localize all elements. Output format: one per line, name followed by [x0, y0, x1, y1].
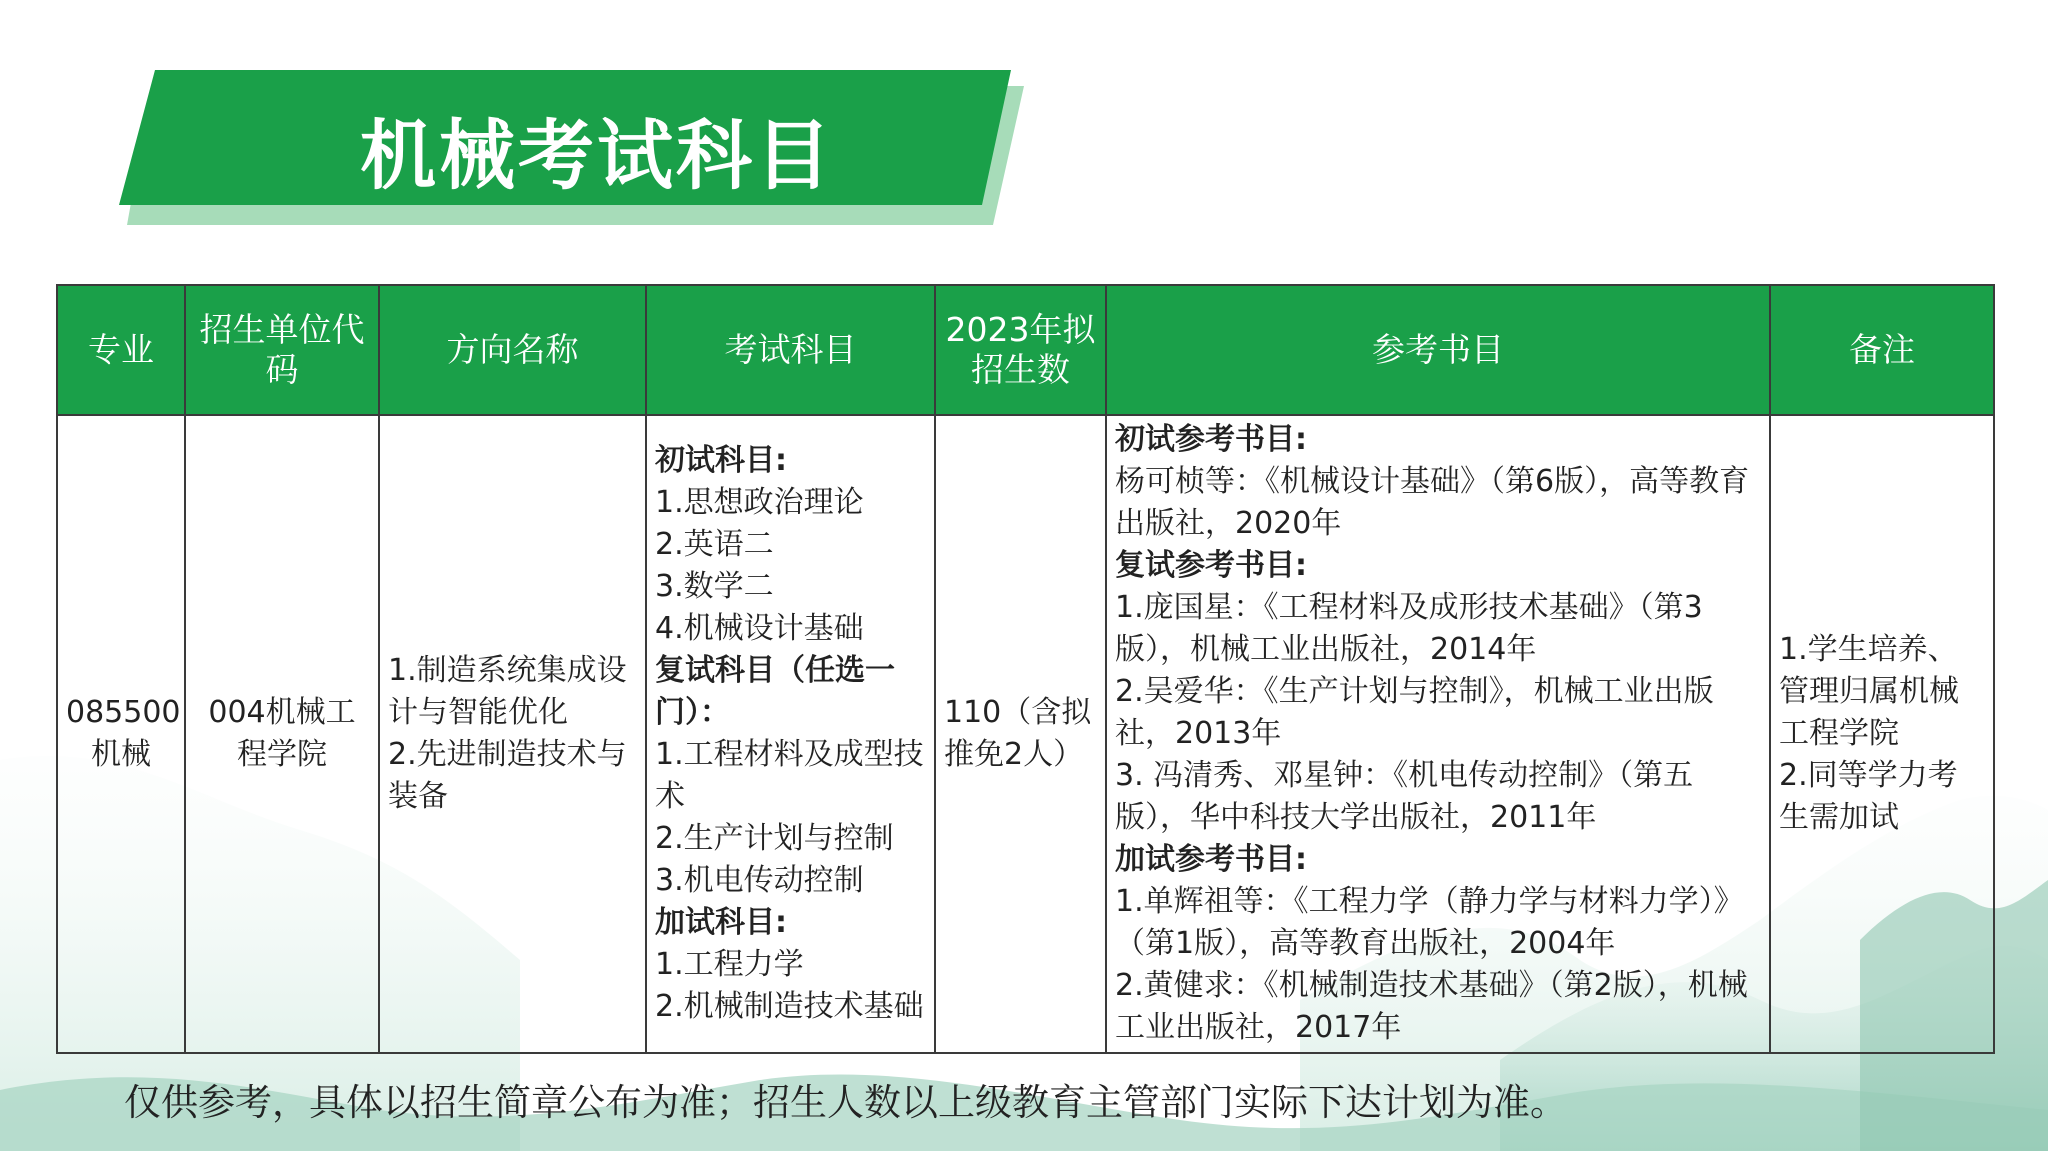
reference-item: 1.庞国星：《工程材料及成形技术基础》（第3版），机械工业出版社，2014年 — [1115, 590, 1703, 667]
header-unit-code: 招生单位代码 — [185, 285, 379, 415]
cell-notes — [1770, 415, 1994, 1053]
reference-item: 杨可桢等：《机械设计基础》（第6版），高等教育出版社，2020年 — [1115, 464, 1750, 541]
subject-item: 1.工程材料及成型技术 — [655, 737, 924, 814]
retest-references-heading: 复试参考书目: — [1115, 548, 1307, 583]
reference-item: 2.吴爱华：《生产计划与控制》，机械工业出版社，2013年 — [1115, 674, 1714, 751]
subject-item: 3.数学二 — [655, 569, 774, 604]
header-direction: 方向名称 — [379, 285, 646, 415]
subject-item: 1.工程力学 — [655, 947, 804, 982]
exam-subjects-table — [56, 284, 1995, 1054]
title-banner — [115, 70, 1035, 225]
subject-item: 2.生产计划与控制 — [655, 821, 894, 856]
header-enrollment: 2023年拟招生数 — [935, 285, 1106, 415]
cell-references — [1106, 415, 1770, 1053]
initial-subjects-heading: 初试科目: — [655, 443, 787, 478]
header-notes: 备注 — [1770, 285, 1994, 415]
extra-references-heading: 加试参考书目: — [1115, 842, 1307, 877]
header-row — [57, 285, 1994, 415]
reference-item: 3. 冯清秀、邓星钟：《机电传动控制》（第五版），华中科技大学出版社，2011年 — [1115, 758, 1694, 835]
header-major: 专业 — [57, 285, 185, 415]
retest-subjects-heading: 复试科目（任选一门）： — [655, 653, 895, 730]
cell-unit-code: 004机械工程学院 — [185, 415, 379, 1053]
header-references: 参考书目 — [1106, 285, 1770, 415]
table-row — [57, 415, 1994, 1053]
cell-major: 085500 机械 — [57, 415, 185, 1053]
subject-item: 4.机械设计基础 — [655, 611, 864, 646]
initial-references-heading: 初试参考书目: — [1115, 422, 1307, 457]
subject-item: 1.思想政治理论 — [655, 485, 864, 520]
reference-item: 1.单辉祖等：《工程力学（静力学与材料力学）》（第1版），高等教育出版社，2004年 — [1115, 884, 1744, 961]
reference-item: 2.黄健求：《机械制造技术基础》（第2版），机械工业出版社，2017年 — [1115, 968, 1748, 1045]
header-exam-subjects: 考试科目 — [646, 285, 935, 415]
extra-subjects-heading: 加试科目: — [655, 905, 787, 940]
page-title: 机械考试科目 — [360, 111, 834, 200]
direction-item: 1.制造系统集成设计与智能优化 — [388, 653, 627, 730]
direction-item: 2.先进制造技术与装备 — [388, 737, 627, 814]
subject-item: 3.机电传动控制 — [655, 863, 864, 898]
footer-disclaimer: 仅供参考，具体以招生简章公布为准；招生人数以上级教育主管部门实际下达计划为准。 — [124, 1081, 1567, 1124]
cell-exam-subjects — [646, 415, 935, 1053]
cell-enrollment: 110（含拟推免2人） — [935, 415, 1106, 1053]
cell-directions — [379, 415, 646, 1053]
subject-item: 2.机械制造技术基础 — [655, 989, 924, 1024]
note-item: 2.同等学力考生需加试 — [1779, 758, 1958, 835]
subject-item: 2.英语二 — [655, 527, 774, 562]
note-item: 1.学生培养、管理归属机械工程学院 — [1779, 632, 1959, 751]
